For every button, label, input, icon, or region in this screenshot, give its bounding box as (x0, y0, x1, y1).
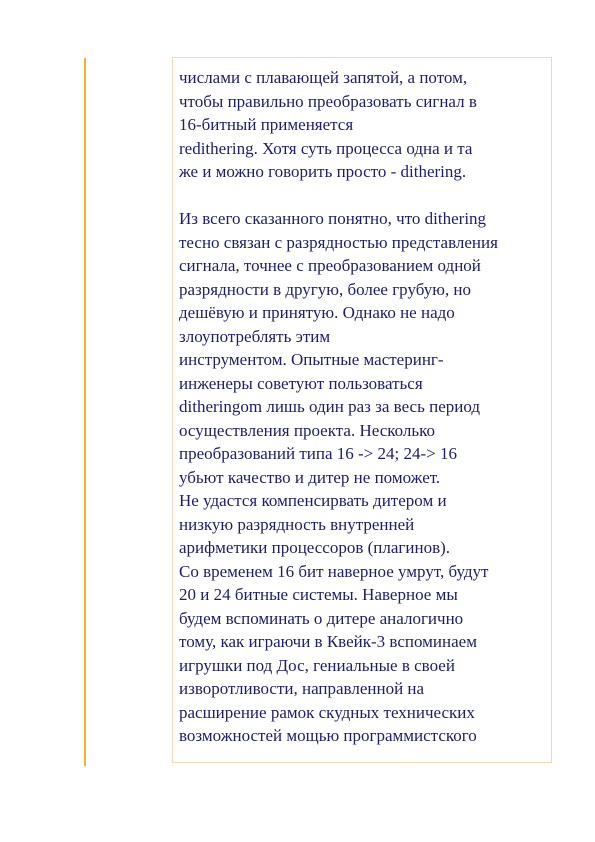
text-line: тесно связан с разрядностью представления (179, 232, 498, 252)
text-line: злоупотреблять этим (179, 326, 331, 346)
text-line: 20 и 24 битные системы. Наверное мы (179, 585, 458, 604)
text-line: разрядности в другую, более грубую, но (179, 279, 472, 299)
text-line: возможностей мощью программистского (179, 726, 477, 745)
text-line: изворотливости, направленной на (179, 679, 425, 698)
text-line: арифметики процессоров (плагинов). (179, 538, 451, 557)
text-line: тому, как играючи в Квейк-3 вспоминаем (179, 632, 477, 651)
text-line: игрушки под Дос, гениальные в своей (179, 655, 455, 675)
paragraph (179, 207, 545, 748)
text-line: же и можно говорить просто - dithering. (179, 162, 467, 181)
text-line: дешёвую и принятую. Однако не надо (179, 303, 455, 322)
text-line: осуществления проекта. Несколько (179, 420, 436, 440)
text-line: преобразований типа 16 -> 24; 24-> 16 (179, 444, 457, 463)
text-line: ditheringom лишь один раз за весь период (179, 397, 480, 416)
margin-rule (84, 58, 86, 766)
text-line: убьют качество и дитер не поможет. (179, 467, 441, 487)
text-line: Со временем 16 бит наверное умрут, будут (179, 561, 489, 581)
text-line: инженеры советуют пользоваться (179, 373, 423, 393)
paragraph (179, 66, 545, 184)
text-line: числами с плавающей запятой, а потом, (179, 68, 468, 87)
text-line: чтобы правильно преобразовать сигнал в (179, 91, 477, 111)
text-frame (172, 57, 552, 763)
paragraph-gap (179, 184, 545, 208)
text-line: расширение рамок скудных технических (179, 702, 475, 722)
text-line: Не удастся компенсирвать дитером и (179, 491, 447, 510)
text-line: низкую разрядность внутренней (179, 514, 415, 534)
text-line: 16-битный применяется (179, 115, 354, 134)
text-line: Из всего сказанного понятно, что dithering (179, 209, 487, 228)
text-line: redithering. Хотя суть процесса одна и та (179, 138, 473, 158)
text-line: инструментом. Опытные мастеринг- (179, 350, 444, 369)
text-line: будем вспоминать о дитере аналогично (179, 608, 464, 628)
text-line: сигнала, точнее с преобразованием одной (179, 256, 481, 275)
